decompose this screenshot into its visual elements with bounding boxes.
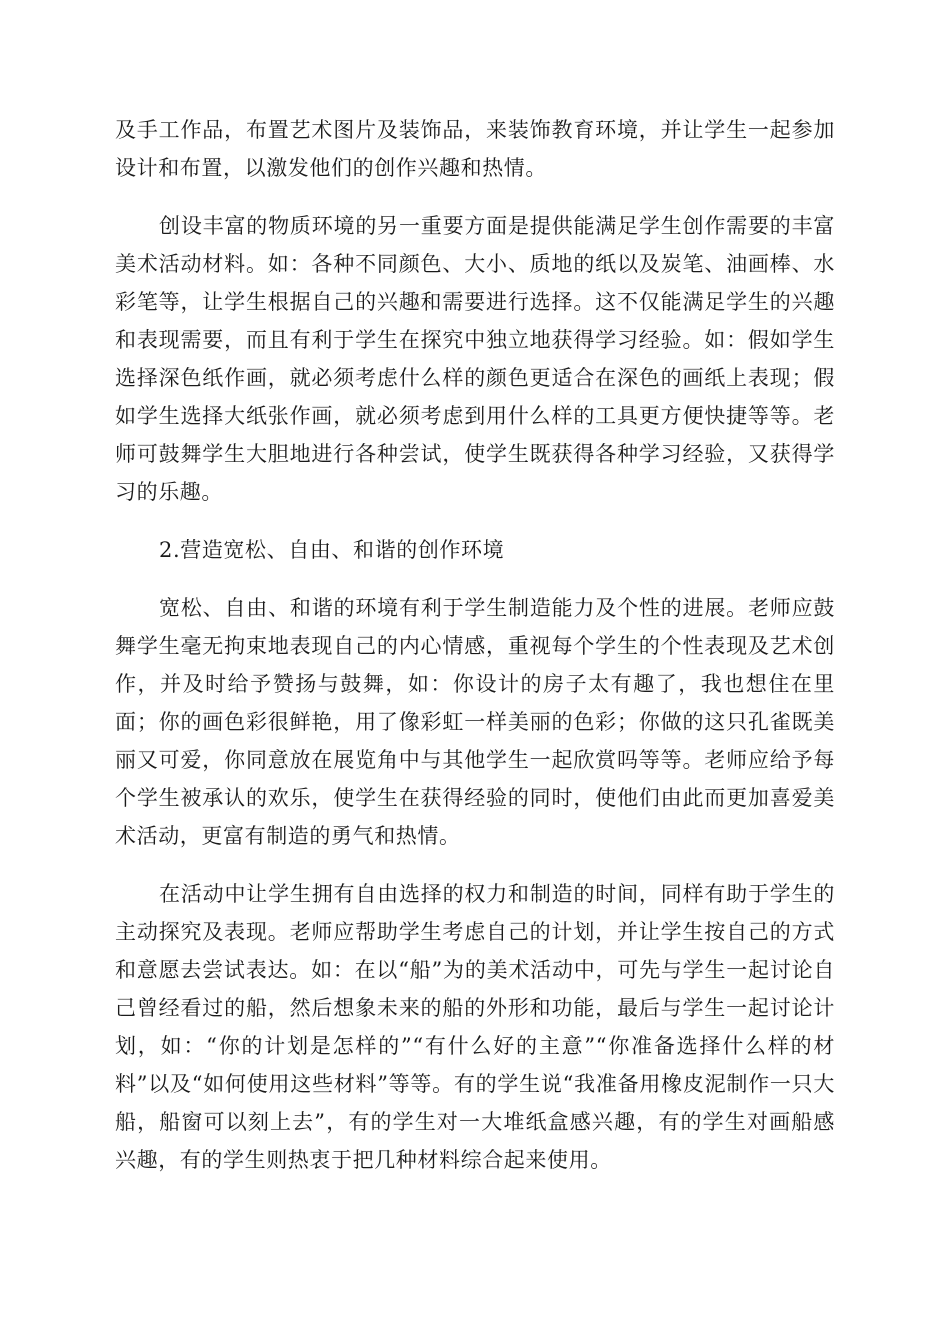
document-body	[115, 111, 835, 1199]
paragraph-environment: 宽松、自由、和谐的环境有利于学生制造能力及个性的进展。老师应鼓舞学生毫无拘束地表现自己的内心情感，重视每个学生的个性表现及艺术创作，并及时给予赞扬与鼓舞，如：你设计的房子太有趣了，我也想住在里面；你的画色彩很鲜艳，用了像彩虹一样美丽的色彩；你做的这只孔雀既美丽又可爱，你同意放在展览角中与其他学生一起欣赏吗等等。老师应给予每个学生被承认的欢乐，使学生在获得经验的同时，使他们由此而更加喜爱美术活动，更富有制造的勇气和热情。	[115, 596, 835, 848]
paragraph-continuation: 及手工作品，布置艺术图片及装饰品，来装饰教育环境，并让学生一起参加设计和布置，以激发他们的创作兴趣和热情。	[115, 118, 835, 180]
section-heading: 2.营造宽松、自由、和谐的创作环境	[159, 538, 505, 562]
paragraph-materials: 创设丰富的物质环境的另一重要方面是提供能满足学生创作需要的丰富美术活动材料。如：各种不同颜色、大小、质地的纸以及炭笔、油画棒、水彩笔等，让学生根据自己的兴趣和需要进行选择。这不仅能满足学生的兴趣和表现需要，而且有利于学生在探究中独立地获得学习经验。如：假如学生选择深色纸作画，就必须考虑什么样的颜色更适合在深色的画纸上表现；假如学生选择大纸张作画，就必须考虑到用什么样的工具更方便快捷等等。老师可鼓舞学生大胆地进行各种尝试，使学生既获得各种学习经验，又获得学习的乐趣。	[115, 214, 835, 504]
paragraph-free-choice: 在活动中让学生拥有自由选择的权力和制造的时间，同样有助于学生的主动探究及表现。老师应帮助学生考虑自己的计划，并让学生按自己的方式和意愿去尝试表达。如：在以“船”为的美术活动中，可先与学生一起讨论自己曾经看过的船，然后想象未来的船的外形和功能，最后与学生一起讨论计划，如：“你的计划是怎样的”“有什么好的主意”“你准备选择什么样的材料”以及“如何使用这些材料”等等。有的学生说“我准备用橡皮泥制作一只大船，船窗可以刻上去”，有的学生对一大堆纸盒感兴趣，有的学生对画船感兴趣，有的学生则热衷于把几种材料综合起来使用。	[115, 882, 835, 1172]
